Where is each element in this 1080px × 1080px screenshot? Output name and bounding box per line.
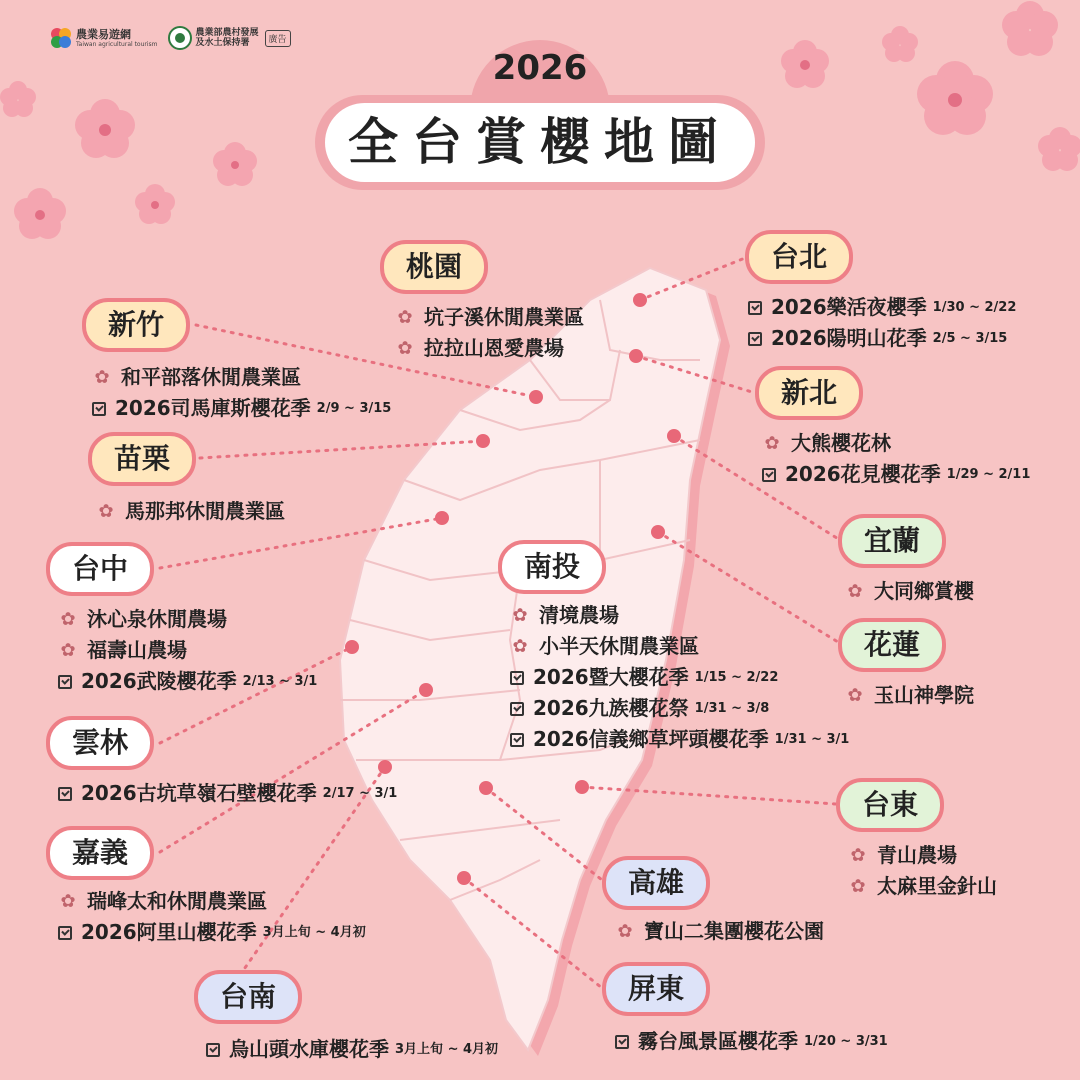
list-item: 2026信義鄉草坪頭櫻花季 1/31 ~ 3/1 xyxy=(510,724,849,755)
list-item: 霧台風景區櫻花季 1/20 ~ 3/31 xyxy=(615,1026,888,1057)
list-item: ✿ 玉山神學院 xyxy=(845,680,974,711)
region-list-chiayi xyxy=(58,886,366,948)
cherry-blossom-icon: ✿ xyxy=(60,891,76,912)
cherry-blossom-icon: ✿ xyxy=(617,921,633,942)
cherry-blossom-icon: ✿ xyxy=(60,609,76,630)
region-label-kaohsiung: 高雄 xyxy=(602,856,710,910)
list-item: ✿ 太麻里金針山 xyxy=(848,871,997,902)
poster-year: 2026 xyxy=(492,48,588,88)
cherry-blossom-icon: ✿ xyxy=(397,307,413,328)
list-item: 2026九族櫻花祭 1/31 ~ 3/8 xyxy=(510,693,849,724)
brand-name: 農業易遊網 xyxy=(76,27,131,41)
region-label-yunlin: 雲林 xyxy=(46,716,154,770)
list-item: 2026樂活夜櫻季 1/30 ~ 2/22 xyxy=(748,292,1016,323)
brand-subtitle: Taiwan agricultural tourism xyxy=(76,40,158,48)
agency-seal-icon xyxy=(168,26,192,50)
region-label-taitung: 台東 xyxy=(836,778,944,832)
region-list-newtaipei xyxy=(762,428,1030,490)
cherry-blossom-icon: ✿ xyxy=(397,338,413,359)
poster-title: 全台賞櫻地圖 xyxy=(325,103,755,182)
dot-taoyuan-hsinchu xyxy=(529,390,543,404)
dot-newtaipei xyxy=(629,349,643,363)
cherry-blossom-icon: ✿ xyxy=(850,876,866,897)
dot-taitung xyxy=(575,780,589,794)
list-item: ✿ 福壽山農場 xyxy=(58,635,317,666)
clover-logo-icon xyxy=(50,27,72,49)
calendar-check-icon xyxy=(615,1035,629,1049)
list-item: 2026古坑草嶺石壁櫻花季 2/17 ~ 3/1 xyxy=(58,778,397,809)
dot-miaoli xyxy=(476,434,490,448)
cherry-blossom-icon: ✿ xyxy=(512,636,528,657)
list-item: ✿ 沐心泉休閒農場 xyxy=(58,604,317,635)
region-label-pingtung: 屏東 xyxy=(602,962,710,1016)
region-label-hsinchu: 新竹 xyxy=(82,298,190,352)
region-list-yilan xyxy=(845,576,974,607)
cherry-blossom-icon: ✿ xyxy=(60,640,76,661)
calendar-check-icon xyxy=(92,402,106,416)
list-item: ✿ 青山農場 xyxy=(848,840,997,871)
region-list-taoyuan xyxy=(395,302,584,364)
dot-yunlin xyxy=(345,640,359,654)
region-label-miaoli: 苗栗 xyxy=(88,432,196,486)
region-list-miaoli xyxy=(96,496,285,527)
cherry-blossom-icon: ✿ xyxy=(764,433,780,454)
agency-name-line2: 及水土保持署 xyxy=(195,38,250,48)
list-item: 2026司馬庫斯櫻花季 2/9 ~ 3/15 xyxy=(92,393,391,424)
region-list-pingtung xyxy=(615,1026,888,1057)
list-item: ✿ 瑞峰太和休閒農業區 xyxy=(58,886,366,917)
calendar-check-icon xyxy=(58,675,72,689)
cherry-blossom-icon: ✿ xyxy=(850,845,866,866)
cherry-blossom-icon: ✿ xyxy=(512,605,528,626)
region-label-chiayi: 嘉義 xyxy=(46,826,154,880)
region-list-tainan xyxy=(206,1034,498,1065)
calendar-check-icon xyxy=(510,702,524,716)
calendar-check-icon xyxy=(510,733,524,747)
agency-name-line1: 農業部農村發展 xyxy=(195,28,259,38)
list-item: ✿ 清境農場 xyxy=(510,600,849,631)
list-item: ✿ 寶山二集團櫻花公園 xyxy=(615,916,824,947)
region-list-nantou xyxy=(510,600,849,755)
region-list-yunlin xyxy=(58,778,397,809)
list-item: ✿ 坑子溪休閒農業區 xyxy=(395,302,584,333)
calendar-check-icon xyxy=(762,468,776,482)
ad-tag: 廣告 xyxy=(265,30,291,47)
list-item: ✿ 拉拉山恩愛農場 xyxy=(395,333,584,364)
calendar-check-icon xyxy=(206,1043,220,1057)
cherry-blossom-icon: ✿ xyxy=(98,501,114,522)
dot-hualien xyxy=(651,525,665,539)
list-item: ✿ 馬那邦休閒農業區 xyxy=(96,496,285,527)
dot-yilan xyxy=(667,429,681,443)
region-list-taipei xyxy=(748,292,1016,354)
region-list-taichung xyxy=(58,604,317,697)
list-item: 烏山頭水庫櫻花季 3月上旬 ~ 4月初 xyxy=(206,1034,498,1065)
cherry-blossom-icon: ✿ xyxy=(94,367,110,388)
list-item: ✿ 大同鄉賞櫻 xyxy=(845,576,974,607)
region-label-tainan: 台南 xyxy=(194,970,302,1024)
list-item: ✿ 大熊櫻花林 xyxy=(762,428,1030,459)
list-item: ✿ 和平部落休閒農業區 xyxy=(92,362,391,393)
calendar-check-icon xyxy=(748,332,762,346)
calendar-check-icon xyxy=(748,301,762,315)
region-label-taoyuan: 桃園 xyxy=(380,240,488,294)
region-label-newtaipei: 新北 xyxy=(755,366,863,420)
dot-kaohsiung xyxy=(479,781,493,795)
region-label-yilan: 宜蘭 xyxy=(838,514,946,568)
region-label-taichung: 台中 xyxy=(46,542,154,596)
region-label-nantou: 南投 xyxy=(498,540,606,594)
region-label-hualien: 花蓮 xyxy=(838,618,946,672)
list-item: 2026武陵櫻花季 2/13 ~ 3/1 xyxy=(58,666,317,697)
list-item: 2026阿里山櫻花季 3月上旬 ~ 4月初 xyxy=(58,917,366,948)
cherry-blossom-icon: ✿ xyxy=(847,581,863,602)
list-item: 2026暨大櫻花季 1/15 ~ 2/22 xyxy=(510,662,849,693)
dot-chiayi xyxy=(419,683,433,697)
region-list-kaohsiung xyxy=(615,916,824,947)
calendar-check-icon xyxy=(510,671,524,685)
title-banner xyxy=(315,95,765,190)
dot-tainan xyxy=(378,760,392,774)
list-item: ✿ 小半天休閒農業區 xyxy=(510,631,849,662)
region-list-taitung xyxy=(848,840,997,902)
list-item: 2026花見櫻花季 1/29 ~ 2/11 xyxy=(762,459,1030,490)
cherry-blossom-icon: ✿ xyxy=(847,685,863,706)
dot-taipei xyxy=(633,293,647,307)
dot-pingtung xyxy=(457,871,471,885)
brand-bar xyxy=(50,26,291,50)
region-list-hsinchu xyxy=(92,362,391,424)
region-label-taipei: 台北 xyxy=(745,230,853,284)
dot-taichung xyxy=(435,511,449,525)
calendar-check-icon xyxy=(58,787,72,801)
region-list-hualien xyxy=(845,680,974,711)
list-item: 2026陽明山花季 2/5 ~ 3/15 xyxy=(748,323,1016,354)
calendar-check-icon xyxy=(58,926,72,940)
